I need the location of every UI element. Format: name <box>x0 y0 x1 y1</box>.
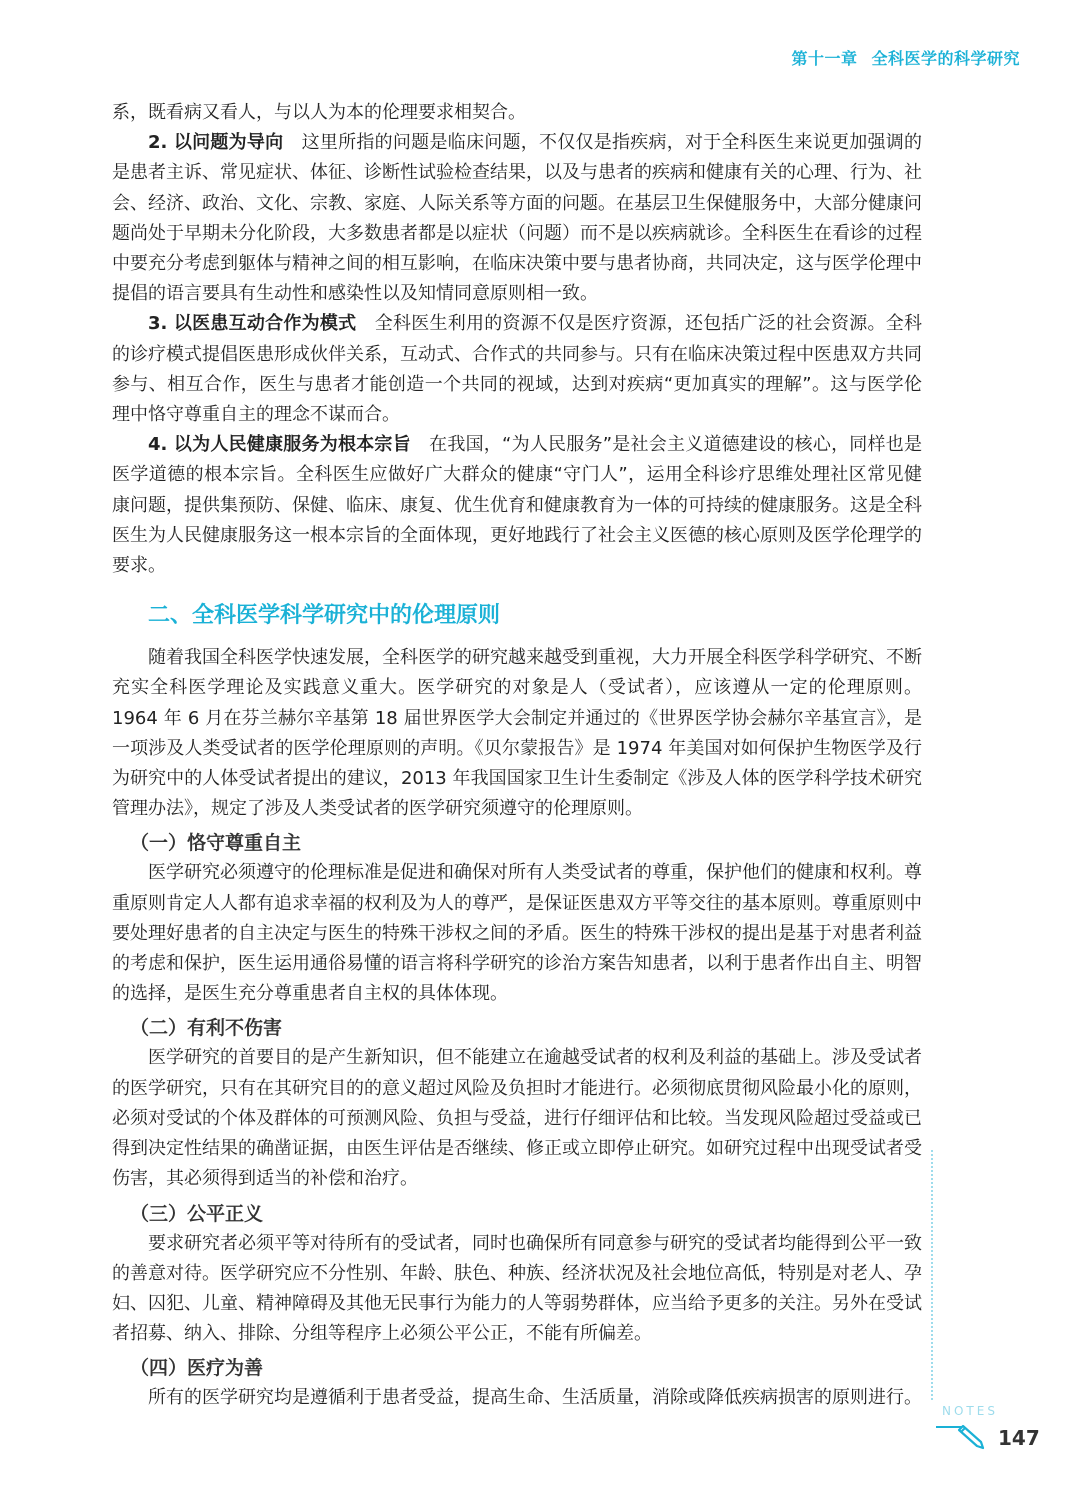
subsection-title: （四）医疗为善 <box>130 1357 264 1380</box>
pen-icon <box>955 1424 987 1452</box>
item-heading: 3. 以医患互动合作为模式 <box>148 313 357 335</box>
paragraph-problem-oriented <box>112 128 922 309</box>
subsection-title: （三）公平正义 <box>130 1202 264 1225</box>
section-title: 二、全科医学科学研究中的伦理原则 <box>148 603 501 629</box>
item-heading: 4. 以为人民健康服务为根本宗旨 <box>148 434 411 456</box>
notes-label: NOTES <box>942 1404 998 1418</box>
section-intro: 随着我国全科医学快速发展，全科医学的研究越来越受到重视，大力开展全科医学科学研究、不断充实全科医学理论及实践意义重大。医学研究的对象是人（受试者），应该遵从一定的伦理原则。1964 年 6 月在芬兰赫尔辛基第 18 届世界医学大会制定并通过的《世界医学协会赫尔辛基宣言》，是一项涉及人类受试者的医学伦理原则的声明。《贝尔蒙报告》是 1974 年美国对如何保护生物医学及行为研究中的人体受试者提出的建议，2013 年我国国家卫生计生委制定《涉及人体的医学科学技术研究管理办法》，规定了涉及人类受试者的医学研究须遵守的伦理原则。 <box>112 647 922 820</box>
item-heading: 2. 以问题为导向 <box>148 132 284 154</box>
subsection-text: 要求研究者必须平等对待所有的受试者，同时也确保所有同意参与研究的受试者均能得到公平一致的善意对待。医学研究应不分性别、年龄、肤色、种族、经济状况及社会地位高低，特别是对老人、孕妇、囚犯、儿童、精神障碍及其他无民事行为能力的人等弱势群体，应当给予更多的关注。另外在受试者招募、纳入、排除、分组等程序上必须公平公正，不能有所偏差。 <box>112 1232 922 1345</box>
subsection-title: （二）有利不伤害 <box>130 1017 283 1040</box>
paragraph-continued: 系，既看病又看人，与以人为本的伦理要求相契合。 <box>112 102 526 123</box>
running-header <box>791 46 1020 69</box>
subsection-text: 所有的医学研究均是遵循利于患者受益，提高生命、生活质量，消除或降低疾病损害的原则进行。 <box>148 1387 922 1409</box>
subsection-text: 医学研究的首要目的是产生新知识，但不能建立在逾越受试者的权利及利益的基础上。涉及受试者的医学研究，只有在其研究目的的意义超过风险及负担时才能进行。必须彻底贯彻风险最小化的原则，必须对受试的个体及群体的可预测风险、负担与受益，进行仔细评估和比较。当发现风险超过受益或已得到决定性结果的确凿证据，由医生评估是否继续、修正或立即停止研究。如研究过程中出现受试者受伤害，其必须得到适当的补偿和治疗。 <box>112 1047 922 1190</box>
paragraph-serve-people <box>112 430 922 581</box>
header-title: 全科医学的科学研究 <box>871 49 1020 68</box>
paragraph-interaction-model <box>112 309 922 430</box>
subsection-title: （一）恪守尊重自主 <box>130 832 302 855</box>
subsection-text: 医学研究必须遵守的伦理标准是促进和确保对所有人类受试者的尊重，保护他们的健康和权利。尊重原则肯定人人都有追求幸福的权利及为人的尊严，是保证医患双方平等交往的基本原则。尊重原则中要处理好患者的自主决定与医生的特殊干涉权之间的矛盾。医生的特殊干涉权的提出是基于对患者利益的考虑和保护，医生运用通俗易懂的语言将科学研究的诊治方案告知患者，以利于患者作出自主、明智的选择，是医生充分尊重患者自主权的具体体现。 <box>112 862 922 1005</box>
notes-margin-rule <box>931 1150 933 1400</box>
page-number: 147 <box>998 1426 1040 1450</box>
item-text: 这里所指的问题是临床问题，不仅仅是指疾病，对于全科医生来说更加强调的是患者主诉、常见症状、体征、诊断性试验检查结果，以及与患者的疾病和健康有关的心理、行为、社会、经济、政治、文化、宗教、家庭、人际关系等方面的问题。在基层卫生保健服务中，大部分健康问题尚处于早期未分化阶段，大多数患者都是以症状（问题）而不是以疾病就诊。全科医生在看诊的过程中要充分考虑到躯体与精神之间的相互影响，在临床决策中要与患者协商，共同决定，这与医学伦理中提倡的语言要具有生动性和感染性以及知情同意原则相一致。 <box>112 132 923 305</box>
item-text: 在我国，“为人民服务”是社会主义道德建设的核心，同样也是医学道德的根本宗旨。全科医生应做好广大群众的健康“守门人”，运用全科诊疗思维处理社区常见健康问题，提供集预防、保健、临床、康复、优生优育和健康教育为一体的可持续的健康服务。这是全科医生为人民健康服务这一根本宗旨的全面体现，更好地践行了社会主义医德的核心原则及医学伦理学的要求。 <box>112 434 922 577</box>
item-text: 全科医生利用的资源不仅是医疗资源，还包括广泛的社会资源。全科的诊疗模式提倡医患形成伙伴关系，互动式、合作式的共同参与。只有在临床决策过程中医患双方共同参与、相互合作，医生与患者才能创造一个共同的视域，达到对疾病“更加真实的理解”。这与医学伦理中恪守尊重自主的理念不谋而合。 <box>112 313 923 426</box>
page-body <box>112 98 922 1414</box>
header-chapter: 第十一章 <box>791 49 858 68</box>
